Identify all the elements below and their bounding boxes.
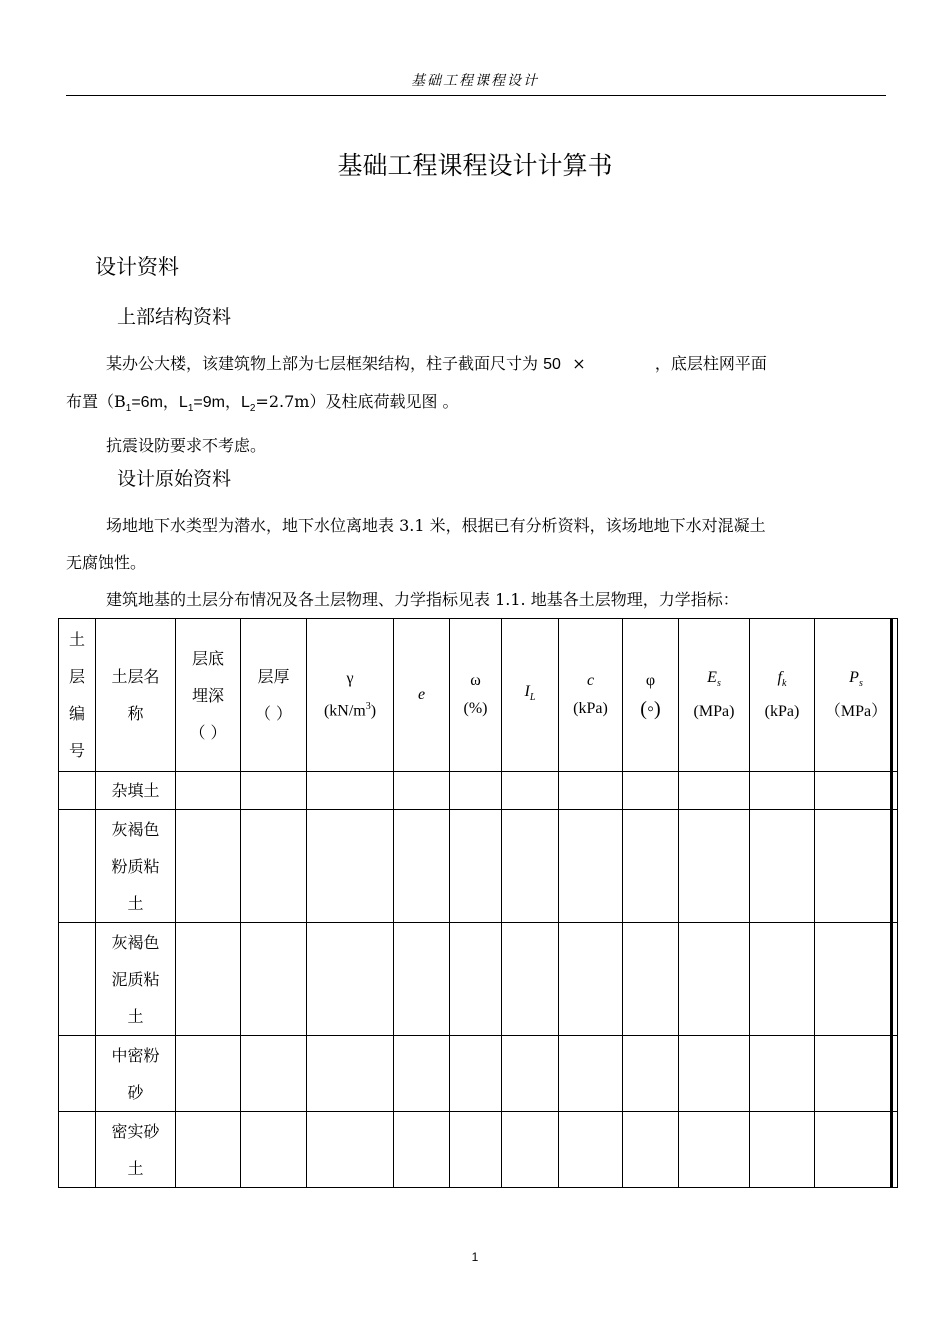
- text: 粉质粘: [111, 856, 160, 876]
- cell: [176, 1112, 241, 1188]
- cell: [307, 810, 394, 923]
- cell: [241, 1036, 307, 1112]
- cell: [559, 1036, 623, 1112]
- cell: [559, 1112, 623, 1188]
- text: 灰褐色: [111, 932, 160, 952]
- subscript: 2: [249, 403, 256, 415]
- text: =2.7m）及柱底荷载见图 。: [255, 392, 459, 411]
- cell: [176, 1036, 241, 1112]
- cell: [176, 923, 241, 1036]
- text: ，底层柱网平面: [654, 354, 767, 373]
- text: （ ）: [189, 722, 227, 742]
- header-cone-resistance: [815, 619, 898, 772]
- text: E: [707, 668, 717, 686]
- cell: [750, 810, 815, 923]
- cell: [502, 772, 559, 810]
- header-bottom-depth: [176, 619, 241, 772]
- page-number: 1: [471, 1250, 479, 1264]
- cell: [679, 1112, 750, 1188]
- text: 土: [68, 630, 85, 649]
- header-void-ratio: e: [394, 619, 450, 772]
- text: c: [586, 672, 595, 689]
- cell: [815, 772, 898, 810]
- para-line: [66, 427, 884, 464]
- cell: [679, 772, 750, 810]
- text: （ ）: [254, 704, 293, 723]
- text: 土: [127, 1158, 144, 1178]
- cell: [623, 772, 679, 810]
- text: ): [370, 702, 377, 720]
- cell: [623, 1112, 679, 1188]
- header-bearing-capacity: [750, 619, 815, 772]
- text: 土: [127, 893, 144, 913]
- document-title: 基础工程课程设计计算书: [337, 151, 613, 180]
- cell: [750, 1112, 815, 1188]
- cell: [307, 1112, 394, 1188]
- text: 场地地下水类型为潜水，地下水位离地表 3.1 米，根据已有分析资料，该场地地下水对混凝土: [106, 516, 766, 535]
- subscript: s: [858, 678, 863, 690]
- cell: [394, 1112, 450, 1188]
- cell-layer-name: [96, 923, 176, 1036]
- text: 层厚: [257, 667, 290, 686]
- text: (MPa): [693, 703, 735, 721]
- column-size-value: 50: [543, 356, 561, 373]
- text: 布置（B: [66, 392, 126, 411]
- header-layer-name: [96, 619, 176, 772]
- cell: [815, 923, 898, 1036]
- table-row: [59, 810, 898, 923]
- text: γ: [346, 669, 354, 687]
- running-header: 基础工程课程设计: [411, 73, 539, 89]
- subscript: 1: [187, 403, 194, 415]
- cell: [750, 1036, 815, 1112]
- header-cohesion: [559, 619, 623, 772]
- cell: [623, 1036, 679, 1112]
- text: 层底: [191, 648, 224, 668]
- table-row: [59, 772, 898, 810]
- subscript: 1: [125, 403, 132, 415]
- cell: [176, 810, 241, 923]
- cell: [59, 923, 96, 1036]
- text: 层: [68, 667, 85, 686]
- table-row: [59, 1112, 898, 1188]
- text: (kN/m: [323, 702, 366, 720]
- text: φ: [645, 672, 656, 689]
- cell: [502, 923, 559, 1036]
- text: 称: [127, 704, 144, 723]
- cell-layer-name: [96, 772, 176, 810]
- text: 无腐蚀性。: [66, 553, 147, 572]
- para-line: [66, 544, 884, 581]
- para-line: [66, 383, 884, 427]
- header-water-content: [450, 619, 502, 772]
- header-liquidity-index: [502, 619, 559, 772]
- cell: [623, 923, 679, 1036]
- cell: [241, 772, 307, 810]
- text: 某办公大楼，该建筑物上部为七层框架结构，柱子截面尺寸为: [106, 354, 539, 373]
- text: 埋深: [191, 685, 224, 705]
- cell: [394, 772, 450, 810]
- table-header-row: [59, 619, 898, 772]
- text: (kPa): [764, 703, 800, 721]
- cell: [559, 810, 623, 923]
- cell: [559, 923, 623, 1036]
- cell: [450, 772, 502, 810]
- text: 号: [68, 741, 85, 760]
- cell-layer-name: [96, 810, 176, 923]
- header-thickness: [241, 619, 307, 772]
- text: P: [849, 668, 859, 686]
- table-row: [59, 923, 898, 1036]
- subheading-original-data: 设计原始资料: [117, 468, 232, 490]
- cell: [307, 772, 394, 810]
- cell: [394, 923, 450, 1036]
- cell-layer-name: [96, 1112, 176, 1188]
- cell: [450, 923, 502, 1036]
- table-right-border: [890, 618, 893, 1187]
- cell: [176, 772, 241, 810]
- cell: [307, 923, 394, 1036]
- cell: [815, 1036, 898, 1112]
- text: 灰褐色: [111, 819, 160, 839]
- text: ω: [470, 672, 481, 689]
- cell: [815, 810, 898, 923]
- cell: [450, 1112, 502, 1188]
- subscript: L: [529, 692, 536, 704]
- cell: [59, 772, 96, 810]
- text: 泥质粘: [111, 969, 160, 989]
- cell: [59, 1112, 96, 1188]
- para-line: [66, 581, 884, 618]
- text: (◦): [640, 698, 661, 720]
- header-rule: [66, 95, 886, 96]
- times-sign: ×: [572, 354, 586, 373]
- paragraph-superstructure: [66, 345, 884, 464]
- subscript: k: [782, 678, 787, 690]
- table-row: [59, 1036, 898, 1112]
- header-friction-angle: [623, 619, 679, 772]
- cell: [394, 810, 450, 923]
- cell: [750, 923, 815, 1036]
- cell: [559, 772, 623, 810]
- text: 土: [127, 1006, 144, 1026]
- text: f: [777, 668, 782, 686]
- cell: [679, 810, 750, 923]
- paragraph-original-data: [66, 507, 884, 618]
- cell: [750, 772, 815, 810]
- header-unit-weight: [307, 619, 394, 772]
- cell: [241, 923, 307, 1036]
- cell: [394, 1036, 450, 1112]
- text: 砂: [127, 1082, 144, 1102]
- cell: [502, 1036, 559, 1112]
- header-compression-modulus: [679, 619, 750, 772]
- section-heading-design-data: 设计资料: [95, 255, 179, 279]
- cell: [450, 810, 502, 923]
- header-layer-no: [59, 619, 96, 772]
- text: I: [524, 682, 530, 700]
- text: (%): [463, 700, 488, 717]
- text: =6m，L: [131, 394, 188, 411]
- cell: [623, 810, 679, 923]
- cell: [679, 1036, 750, 1112]
- para-line: [66, 507, 884, 544]
- subheading-superstructure: 上部结构资料: [117, 306, 232, 328]
- cell: [679, 923, 750, 1036]
- text: (kPa): [573, 700, 608, 717]
- text: 编: [68, 704, 85, 723]
- cell: [59, 1036, 96, 1112]
- text: 土层名: [111, 667, 160, 686]
- cell: [815, 1112, 898, 1188]
- cell: [502, 810, 559, 923]
- text: 杂填土: [111, 781, 160, 800]
- cell: [241, 1112, 307, 1188]
- text: 密实砂: [111, 1121, 160, 1141]
- soil-properties-table: [58, 618, 898, 1188]
- cell: [241, 810, 307, 923]
- cell-layer-name: [96, 1036, 176, 1112]
- para-line: [66, 345, 884, 383]
- text: 建筑地基的土层分布情况及各土层物理、力学指标见表 1.1. 地基各土层物理，力学指标：: [106, 590, 739, 609]
- text: =9m，L: [193, 394, 250, 411]
- subscript: s: [716, 678, 721, 690]
- text: 抗震设防要求不考虑。: [106, 436, 267, 456]
- cell: [59, 810, 96, 923]
- cell: [307, 1036, 394, 1112]
- superscript: 3: [365, 700, 371, 712]
- cell: [502, 1112, 559, 1188]
- cell: [450, 1036, 502, 1112]
- text: （MPa）: [824, 703, 888, 721]
- text: 中密粉: [111, 1045, 160, 1065]
